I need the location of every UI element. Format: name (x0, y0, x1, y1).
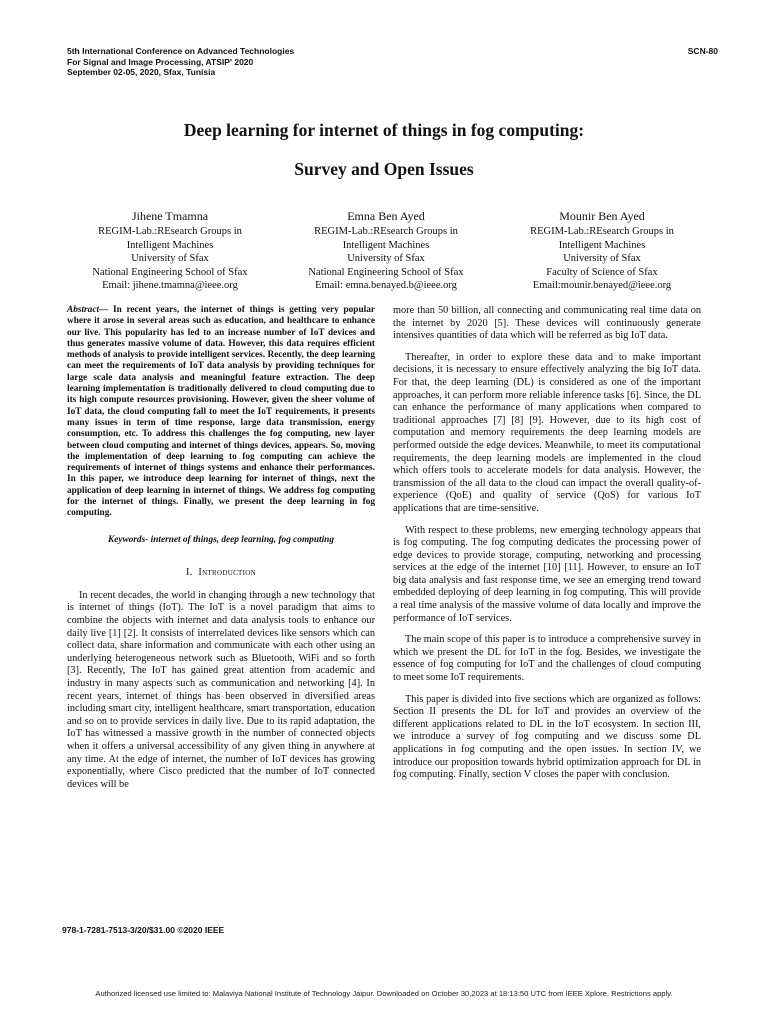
author-3 (494, 209, 710, 293)
abstract (67, 305, 375, 520)
author-affiliation: Faculty of Science of Sfax (546, 266, 658, 278)
conference-header (67, 46, 294, 78)
paragraph: The main scope of this paper is to introduce a comprehensive survey in which we present the DL for IoT in the fog. Besides, we investigate the essence of fog computing for IoT and the challenges of cloud computing to meet some IoT requirements. (393, 634, 701, 684)
paragraph: In recent decades, the world in changing through a new technology that is internet of things (IoT). The IoT is a novel paradigm that aims to combine the objects with internet and data analysis tools to enhance our daily live [1] [2]. It consists of interrelated devices like sensors which can collect data, share information and communicate with each other using an underlying heterogeneous network such as Bluetooth, WiFi and so forth [3]. Recently, The IoT has gained great attention from academic and industry in many aspects such as communication and networking [4]. In recent years, internet of things has been observed in diversified areas including smart city, intelligent healthcare, smart transportation, education and so on to provide services in daily live. Due to its rapid adaptation, the IoT has witnessed a massive growth in the number of connected objects when it offers a universal accessibility of any given thing in anywhere at any time. At the edge of internet, the number of IoT devices has growing exponentially, where Cisco predicted that the number of IoT connected devices will be (67, 589, 375, 790)
author-affiliation: National Engineering School of Sfax (92, 266, 248, 278)
author-affiliation: National Engineering School of Sfax (308, 266, 464, 278)
paragraph: With respect to these problems, new emerging technology appears that is fog computing. The fog computing dedicates the processing power of edge devices to provide storage, computing, networking and processing services at the edge of the internet [10] [11]. However, to ensure an IoT big data analysis and fast response time, we see an emerging trend toward embedded deploying of deep learning in fog computing. This will provide a real time analysis of the massive volume of data locally and improve the performance of IoT services. (393, 524, 701, 624)
author-name: Mounir Ben Ayed (559, 209, 645, 223)
author-affiliation: REGIM-Lab.:REsearch Groups in (314, 226, 458, 237)
author-affiliation: REGIM-Lab.:REsearch Groups in (98, 226, 242, 237)
author-email: Email: jihene.tmamna@ieee.org (102, 280, 238, 291)
license-notice: Authorized licensed use limited to: Malaviya National Institute of Technology Jaipur. Downloaded on October 30,2023 at 18:13:50 UTC from IEEE Xplore. Restrictions apply. (95, 989, 673, 998)
paragraph: more than 50 billion, all connecting and communicating real time data on the internet by 2020 [5]. These devices will continuously generate intensives quantities of data which will be referred as big IoT data. (393, 305, 701, 342)
left-column (67, 305, 375, 800)
author-affiliation: University of Sfax (347, 253, 425, 264)
author-affiliation: University of Sfax (131, 253, 209, 264)
author-affiliation: Intelligent Machines (126, 239, 214, 251)
author-affiliation: Intelligent Machines (342, 239, 430, 251)
conference-line-2: For Signal and Image Processing, ATSIP' 2020 (67, 56, 254, 67)
paper-title-line-2: Survey and Open Issues (294, 159, 474, 179)
author-name: Emna Ben Ayed (347, 209, 425, 223)
author-block (62, 209, 710, 293)
section-number: I. (186, 567, 193, 579)
author-1 (62, 209, 278, 293)
copyright-line: 978-1-7281-7513-3/20/$31.00 ©2020 IEEE (62, 925, 225, 935)
section-heading-introduction (67, 567, 375, 580)
abstract-dash: — (99, 305, 109, 315)
paragraph: This paper is divided into five sections which are organized as follows: Section II presents the DL for IoT and provides an overview of the different applications related to DL in the IoT ecosystem. In section III, we introduce a survey of fog computing and we discuss some DL applications in fog computing and the open issues. In section IV, we introduce our proposition towards hybrid optimization approach for DL in fog computing. Finally, section V closes the paper with conclusion. (393, 693, 701, 781)
abstract-text: In recent years, the internet of things is getting very popular where it arose in several areas such as education, and healthcare to enhance our live. This popularity has led to an increase number of IoT devices and thus generates massive volume of data. However, this data requires efficient methods of analysis to provide intelligent services. Recently, the deep learning can meet the requirements of IoT data analysis by providing techniques for large scale data analysis and meaningful feature extraction. The deep learning implementation is traditionally delivered to cloud computing due to its high compute resources provisioning. However, given the sheer volume of IoT data, the cloud computing fall to meet the IoT requirements, it presents many issues in term of time response, large data transmission, energy consumption, etc. To address this challenges the fog computing, new layer between cloud computing and internet of things devices, appears. So, moving the implementation of deep learning to fog computing can achieve the requirements of internet of things systems and enhance their performances. In this paper, we introduce deep learning for internet of things, next the application of deep learning in internet of things. We address fog computing for the internet of things. Finally, we present the deep learning in fog computing. (67, 305, 376, 519)
author-email: Email: emna.benayed.b@ieee.org (315, 280, 457, 291)
conference-line-3: September 02-05, 2020, Sfax, Tunisia (67, 67, 216, 77)
author-name: Jihene Tmamna (131, 209, 209, 223)
keywords: Keywords- internet of things, deep learning, fog computing (108, 534, 334, 545)
right-column (393, 305, 701, 791)
paper-id: SCN-80 (687, 46, 718, 56)
paper-title-line-1: Deep learning for internet of things in fog computing: (183, 120, 585, 140)
conference-line-1: 5th International Conference on Advanced Technologies (67, 46, 295, 56)
section-title-rest: ntroduction (202, 567, 256, 579)
author-affiliation: Intelligent Machines (558, 239, 646, 251)
paragraph: Thereafter, in order to explore these data and to make important decisions, it is necessary to ensure effectively analyzing the big IoT data. For that, the deep learning (DL) is considered as one of the important approaches, it can perform more reliable inference tasks [6]. Since, the DL can enhance the performance of many applications when compared to traditional approaches [7] [8] [9]. However, due to its high cost of computation and memory requirements the deep learning models are performed outside the edge devices. Meanwhile, to meet its computational requirements, the deep learning models are implemented in the cloud which offers tools to accelerate models for data analysis. However, the transmission of the all data to the cloud can impact the overall quality-of-experience (QoE) and quality of service (QoS) for various IoT applications that are time-sensitive. (393, 351, 701, 514)
section-title-initial: I (198, 567, 203, 579)
author-affiliation: University of Sfax (563, 253, 641, 264)
author-affiliation: REGIM-Lab.:REsearch Groups in (530, 226, 674, 237)
abstract-label: Abstract (67, 305, 100, 315)
author-email: Email:mounir.benayed@ieee.org (532, 280, 672, 291)
author-2 (278, 209, 494, 293)
